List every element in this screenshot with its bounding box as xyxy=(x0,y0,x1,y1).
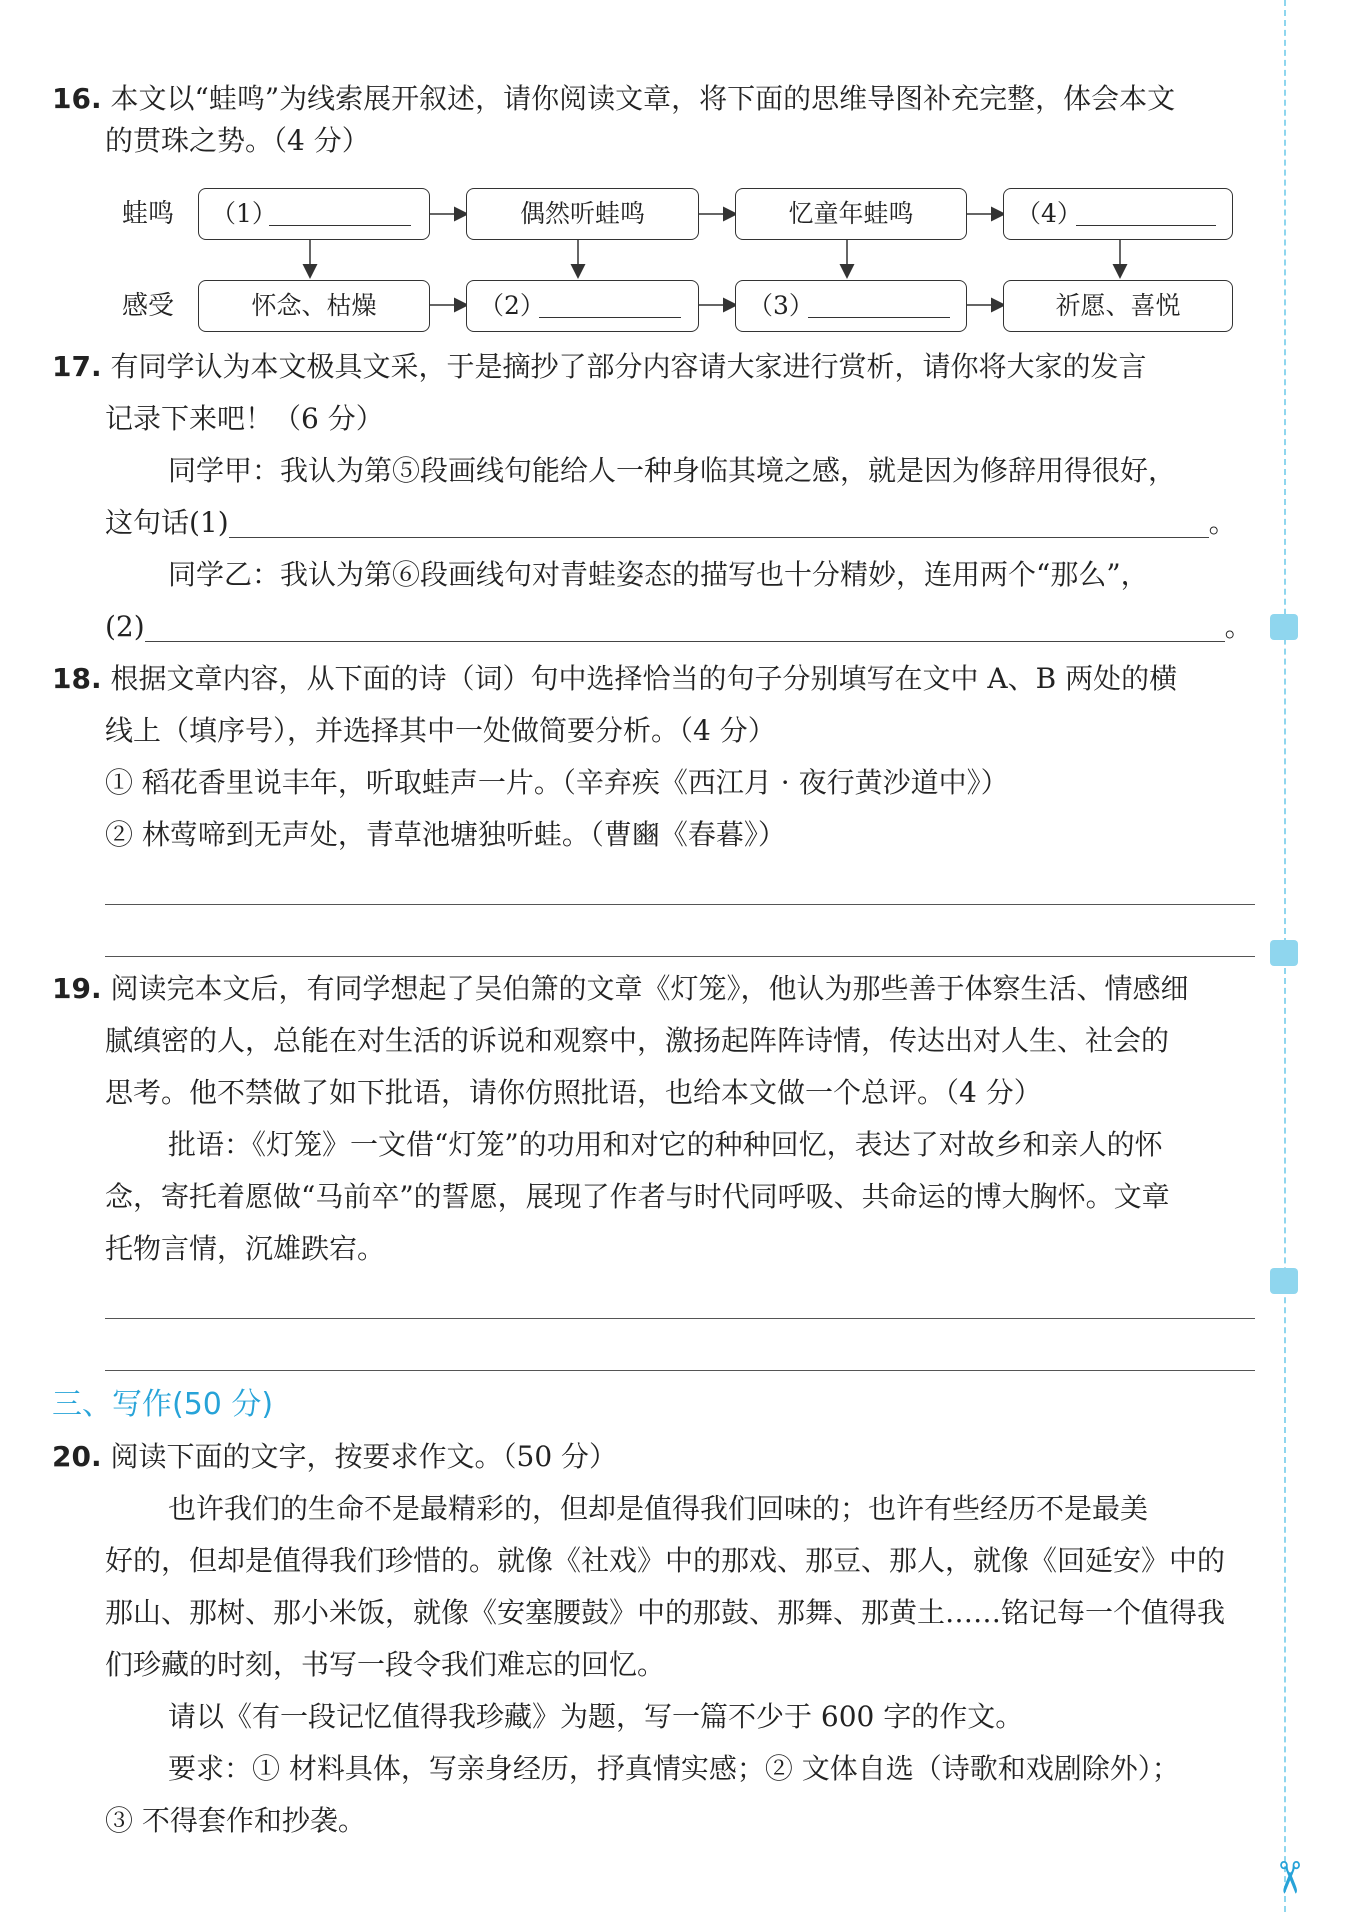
q19-line5: 念，寄托着愿做“马前卒”的誓愿，展现了作者与时代同呼吸、共命运的博大胸怀。文章 xyxy=(105,1180,1170,1213)
q17-number: 17. xyxy=(52,350,102,383)
q19-line6: 托物言情，沉雄跌宕。 xyxy=(105,1232,386,1265)
q18-line1: 18. 根据文章内容，从下面的诗（词）句中选择恰当的句子分别填写在文中 A、B 两处的横 xyxy=(52,662,1178,695)
answer-blank-2[interactable] xyxy=(539,317,681,318)
mindmap-box-5: 怀念、枯燥 xyxy=(198,280,430,332)
blank-label-1: （1） xyxy=(211,199,277,228)
q20-number: 20. xyxy=(52,1440,102,1473)
blank-label-2: （2） xyxy=(479,291,545,320)
margin-tab-1 xyxy=(1270,614,1298,640)
mindmap-box-7 xyxy=(735,280,967,332)
q20-line3: 好的，但却是值得我们珍惜的。就像《社戏》中的那戏、那豆、那人，就像《回延安》中的 xyxy=(105,1544,1226,1577)
q18-number: 18. xyxy=(52,662,102,695)
q17-line1: 17. 有同学认为本文极具文采，于是摘抄了部分内容请大家进行赏析，请你将大家的发言 xyxy=(52,350,1147,383)
q16-line2: 的贯珠之势。（4 分） xyxy=(105,124,370,157)
q19-answer-line-2[interactable] xyxy=(105,1370,1255,1371)
q17-answer-blank-1[interactable] xyxy=(229,537,1209,538)
q17-answer-blank-2[interactable] xyxy=(145,641,1225,642)
q20-line2: 也许我们的生命不是最精彩的，但却是值得我们回味的；也许有些经历不是最美 xyxy=(168,1492,1149,1525)
blank-label-3: （3） xyxy=(748,291,814,320)
q19-answer-line-1[interactable] xyxy=(105,1318,1255,1319)
q17-line5: 同学乙：我认为第⑥段画线句对青蛙姿态的描写也十分精妙，连用两个“那么”， xyxy=(168,558,1149,591)
scissors-icon: ✂ xyxy=(1262,1859,1314,1896)
mindmap-box-6 xyxy=(466,280,699,332)
q18-option-1: ① 稻花香里说丰年，听取蛙声一片。（辛弃疾《西江月 · 夜行黄沙道中》） xyxy=(105,766,1009,799)
q19-line4: 批语：《灯笼》一文借“灯笼”的功用和对它的种种回忆，表达了对故乡和亲人的怀 xyxy=(168,1128,1163,1161)
q20-line4: 那山、那树、那小米饭，就像《安塞腰鼓》中的那鼓、那舞、那黄土……铭记每一个值得我 xyxy=(105,1596,1226,1629)
q20-line8: ③ 不得套作和抄袭。 xyxy=(105,1804,366,1837)
q20-line1: 20. 阅读下面的文字，按要求作文。（50 分） xyxy=(52,1440,618,1473)
q17-line3: 同学甲：我认为第⑤段画线句能给人一种身临其境之感，就是因为修辞用得很好， xyxy=(168,454,1177,487)
q17-line4: 这句话(1) 。 xyxy=(105,506,1237,539)
q16-text: 本文以“蛙鸣”为线索展开叙述，请你阅读文章，将下面的思维导图补充完整，体会本文 xyxy=(110,82,1176,115)
mindmap-box-3: 忆童年蛙鸣 xyxy=(735,188,967,240)
q18-answer-line-1[interactable] xyxy=(105,904,1255,905)
q18-option-2: ② 林莺啼到无声处，青草池塘独听蛙。（曹豳《春暮》） xyxy=(105,818,786,851)
mindmap-box-4 xyxy=(1003,188,1233,240)
q19-line2: 腻缜密的人，总能在对生活的诉说和观察中，激扬起阵阵诗情，传达出对人生、社会的 xyxy=(105,1024,1170,1057)
answer-blank-1[interactable] xyxy=(269,225,411,226)
mindmap-row2-label: 感受 xyxy=(122,291,175,321)
q20-line7: 要求：① 材料具体，写亲身经历，抒真情实感；② 文体自选（诗歌和戏剧除外）； xyxy=(168,1752,1180,1785)
margin-tab-3 xyxy=(1270,1268,1298,1294)
q19-line1: 19. 阅读完本文后，有同学想起了吴伯箫的文章《灯笼》，他认为那些善于体察生活、情感细 xyxy=(52,972,1189,1005)
blank-label-4: （4） xyxy=(1016,199,1082,228)
q19-line3: 思考。他不禁做了如下批语，请你仿照批语，也给本文做一个总评。（4 分） xyxy=(105,1076,1042,1109)
mindmap-box-8: 祈愿、喜悦 xyxy=(1003,280,1233,332)
mindmap-box-2: 偶然听蛙鸣 xyxy=(466,188,699,240)
mindmap-row1-label: 蛙鸣 xyxy=(122,199,175,229)
q19-number: 19. xyxy=(52,972,102,1005)
q16-number: 16. xyxy=(52,82,102,115)
answer-blank-3[interactable] xyxy=(808,317,950,318)
q17-line6: (2) 。 xyxy=(105,610,1253,643)
mindmap-box-1 xyxy=(198,188,430,240)
q18-line2: 线上（填序号），并选择其中一处做简要分析。（4 分） xyxy=(105,714,776,747)
section-title: 三、写作(50 分) xyxy=(52,1387,274,1422)
q20-line5: 们珍藏的时刻，书写一段令我们难忘的回忆。 xyxy=(105,1648,666,1681)
margin-tab-2 xyxy=(1270,940,1298,966)
answer-blank-4[interactable] xyxy=(1076,225,1216,226)
q18-answer-line-2[interactable] xyxy=(105,956,1255,957)
q20-line6: 请以《有一段记忆值得我珍藏》为题，写一篇不少于 600 字的作文。 xyxy=(168,1700,1024,1733)
q17-line2: 记录下来吧！（6 分） xyxy=(105,402,384,435)
